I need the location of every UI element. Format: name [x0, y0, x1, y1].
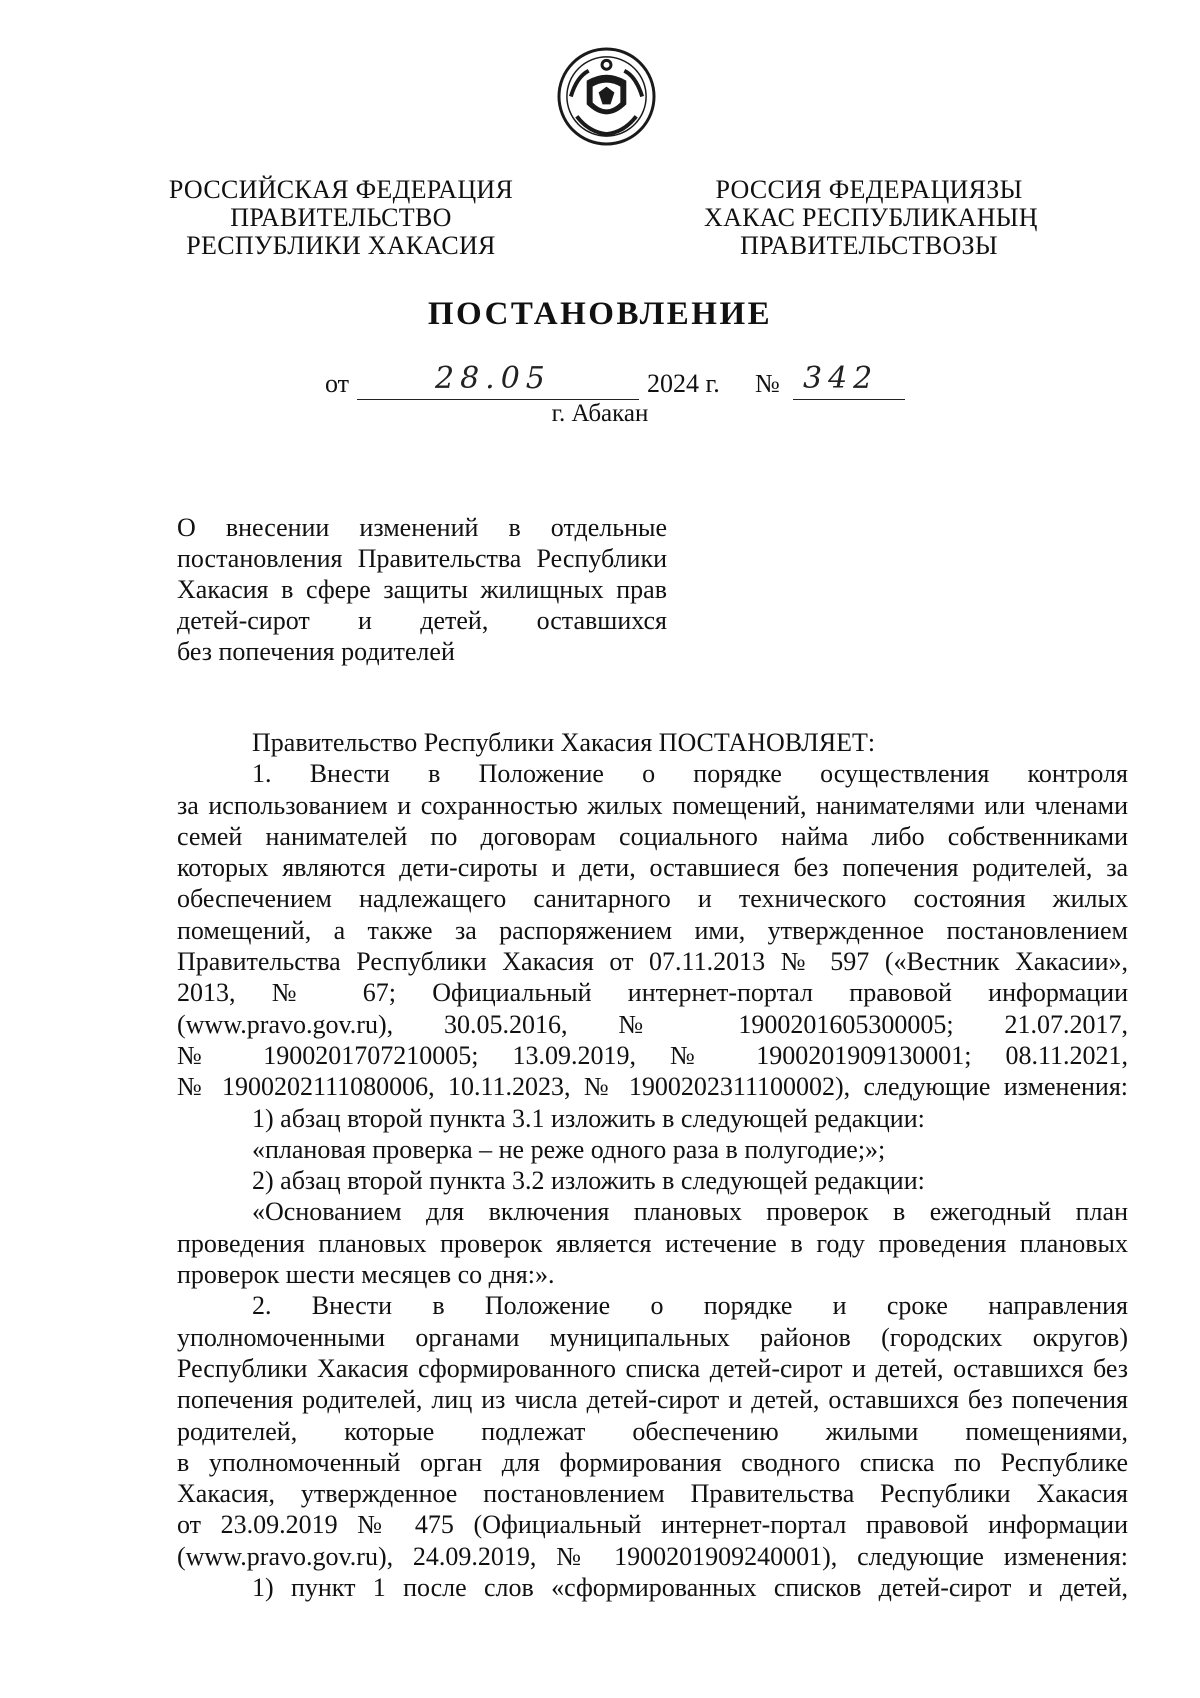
body-line: «Основанием для включения плановых проверок в ежегодный план	[252, 1197, 1128, 1227]
header-russian	[166, 176, 516, 260]
body-line: родителей, которые подлежат обеспечению жилыми помещениями,	[177, 1416, 1128, 1446]
coat-of-arms-emblem	[557, 47, 656, 146]
body-line: Хакасия, утвержденное постановлением Правительства Республики Хакасия	[177, 1479, 1128, 1509]
body-line: (www.pravo.gov.ru), 24.09.2019, № 1900201909240001), следующие изменения:	[177, 1541, 1128, 1571]
subject-line: О внесении изменений в отдельные	[177, 513, 667, 542]
date-number-line	[325, 363, 925, 403]
document-subject	[177, 512, 667, 667]
body-line: 1) пункт 1 после слов «сформированных списков детей-сирот и детей,	[252, 1573, 1128, 1603]
body-line: семей нанимателей по договорам социального найма либо собственниками	[177, 821, 1128, 851]
header-right-line: ПРАВИТЕЛЬСТВОЗЫ	[740, 231, 998, 260]
body-line: № 1900202111080006, 10.11.2023, № 1900202311100002), следующие изменения:	[177, 1072, 1128, 1102]
subject-line: без попечения родителей	[177, 637, 455, 666]
body-line: Республики Хакасия сформированного списка детей-сирот и детей, оставшихся без	[177, 1353, 1128, 1383]
body-line: № 1900201707210005; 13.09.2019, № 1900201909130001; 08.11.2021,	[177, 1040, 1128, 1070]
body-line: которых являются дети-сироты и дети, оставшиеся без попечения родителей, за	[177, 853, 1128, 883]
body-line: проведения плановых проверок является истечение в году проведения плановых	[177, 1228, 1128, 1258]
header-khakas	[704, 175, 1038, 260]
handwritten-number: 342	[803, 361, 879, 396]
body-line: «плановая проверка – не реже одного раза в полугодие;»;	[252, 1134, 886, 1164]
body-line: 2) абзац второй пункта 3.2 изложить в следующей редакции:	[252, 1166, 925, 1196]
document-title: ПОСТАНОВЛЕНИЕ	[427, 296, 773, 332]
body-line: 1) абзац второй пункта 3.1 изложить в следующей редакции:	[252, 1103, 925, 1133]
body-line: Правительство Республики Хакасия ПОСТАНОВЛЯЕТ:	[252, 728, 876, 757]
handwritten-date: 28.05	[435, 361, 551, 396]
body-line: помещений, а также за распоряжением ими, утвержденное постановлением	[177, 915, 1128, 945]
subject-line: Хакасия в сфере защиты жилищных прав	[177, 575, 667, 604]
body-line: за использованием и сохранностью жилых помещений, нанимателями или членами	[177, 790, 1128, 820]
header-left-line: ПРАВИТЕЛЬСТВО	[230, 203, 452, 232]
body-line: в уполномоченный орган для формирования сводного списка по Республике	[177, 1447, 1128, 1477]
body-line: проверок шести месяцев со дня:».	[177, 1260, 555, 1290]
subject-line: детей-сирот и детей, оставшихся	[177, 606, 667, 635]
document-body	[177, 727, 1128, 1603]
city: г. Абакан	[551, 400, 649, 427]
body-line: попечения родителей, лиц из числа детей-сирот и детей, оставшихся без попечения	[177, 1385, 1128, 1415]
body-line: обеспечением надлежащего санитарного и технического состояния жилых	[177, 884, 1128, 914]
body-line: 2. Внести в Положение о порядке и сроке направления	[252, 1291, 1128, 1321]
body-line: (www.pravo.gov.ru), 30.05.2016, № 1900201605300005; 21.07.2017,	[177, 1009, 1128, 1039]
body-line: уполномоченными органами муниципальных районов (городских округов)	[177, 1322, 1128, 1352]
date-year: 2024 г.	[647, 369, 720, 398]
subject-line: постановления Правительства Республики	[177, 544, 667, 573]
number-sign: №	[755, 369, 780, 398]
header-right-line: РОССИЯ ФЕДЕРАЦИЯЗЫ	[715, 175, 1023, 204]
header-left-line: РОССИЙСКАЯ ФЕДЕРАЦИЯ	[168, 175, 514, 204]
header-left-line: РЕСПУБЛИКИ ХАКАСИЯ	[186, 231, 496, 260]
header-right-line: ХАКАС РЕСПУБЛИКАНЫҢ	[704, 203, 1038, 232]
body-line: 1. Внести в Положение о порядке осуществления контроля	[252, 759, 1128, 789]
body-line: 2013, № 67; Официальный интернет-портал правовой информации	[177, 978, 1128, 1008]
body-line: от 23.09.2019 № 475 (Официальный интернет-портал правовой информации	[177, 1510, 1128, 1540]
body-line: Правительства Республики Хакасия от 07.11.2013 № 597 («Вестник Хакасии»,	[177, 947, 1128, 977]
date-prefix: от	[325, 369, 350, 398]
